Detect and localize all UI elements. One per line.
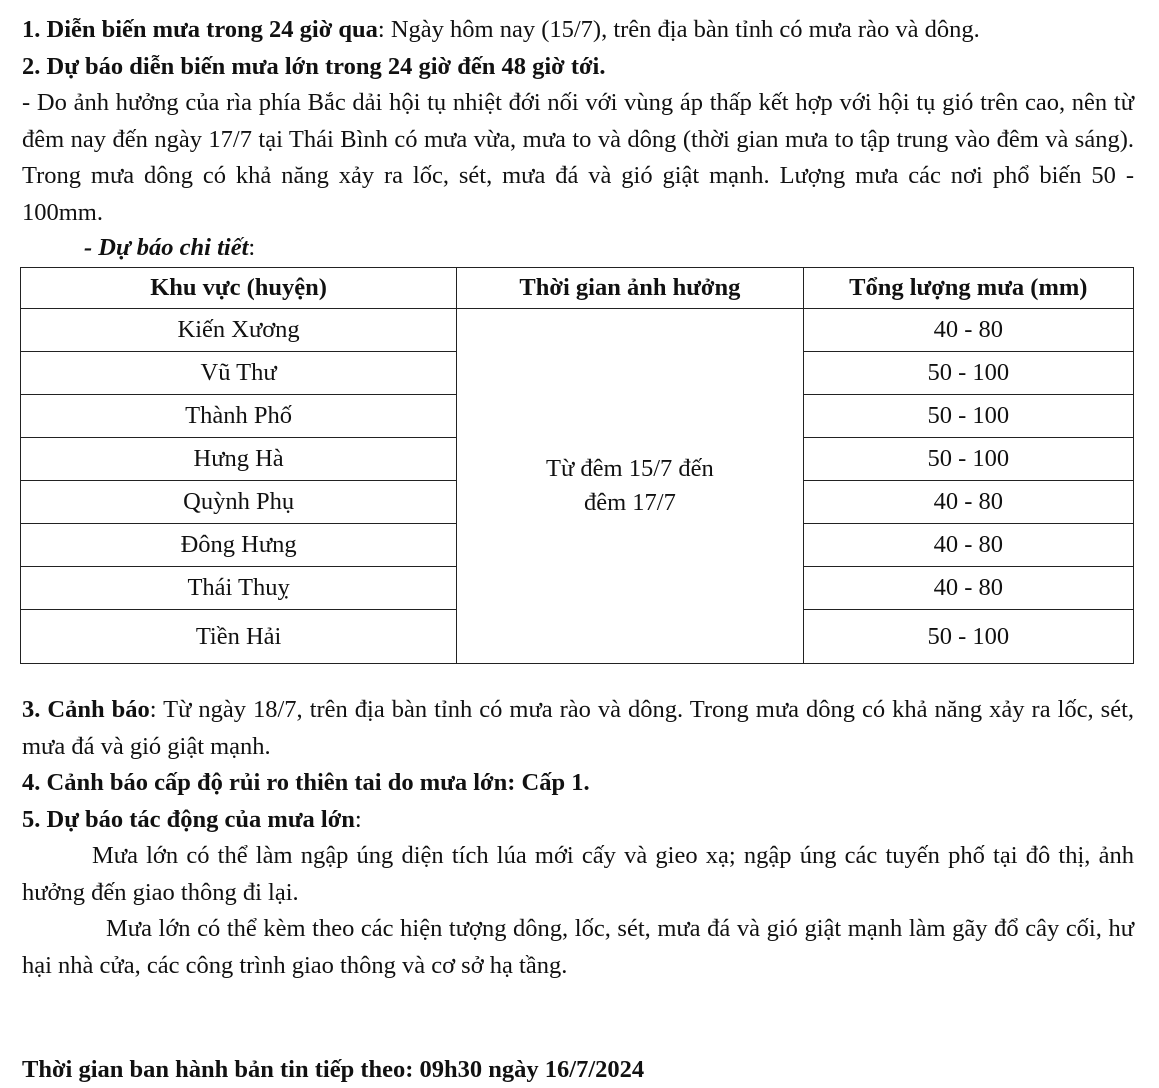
district-cell: Vũ Thư [21,352,457,395]
rain-cell: 40 - 80 [803,524,1133,567]
rain-cell: 40 - 80 [803,309,1133,352]
section-2-heading: 2. Dự báo diễn biến mưa lớn trong 24 giờ đến 48 giờ tới. [22,52,606,80]
section-1-heading: 1. Diễn biến mưa trong 24 giờ qua [22,16,378,43]
section-1-text: : Ngày hôm nay (15/7), trên địa bàn tỉnh có mưa rào và dông. [377,16,980,43]
district-cell: Quỳnh Phụ [21,481,457,524]
section-5-para-1: Mưa lớn có thể làm ngập úng diện tích lúa mới cấy và gieo xạ; ngập úng các tuyến phố tại đô thị, ảnh hưởng đến giao thông đi lại. [22,842,1134,906]
header-time: Thời gian ảnh hưởng [457,268,803,309]
section-3 [22,692,1134,765]
district-cell: Kiến Xương [21,309,457,352]
time-line-2: đêm 17/7 [583,489,676,516]
rain-cell: 40 - 80 [803,567,1133,610]
district-cell: Tiền Hải [21,610,457,664]
rain-cell: 50 - 100 [803,610,1133,664]
section-1 [22,12,1134,49]
section-3-heading: 3. Cảnh báo [22,696,150,723]
time-line-1: Từ đêm 15/7 đến [546,455,714,482]
time-cell [457,309,803,664]
section-5-para-2: Mưa lớn có thể kèm theo các hiện tượng dông, lốc, sét, mưa đá và gió giật mạnh làm gãy đổ cây cối, hư hại nhà cửa, các công trình giao thông và cơ sở hạ tầng. [22,915,1134,979]
table-header-row [21,268,1134,309]
section-4: 4. Cảnh báo cấp độ rủi ro thiên tai do mưa lớn: Cấp 1. [22,769,590,796]
detail-forecast-label: - Dự báo chi tiết: [84,234,256,261]
table-row [21,309,1134,352]
district-cell: Đông Hưng [21,524,457,567]
forecast-table [20,267,1134,664]
rain-cell: 50 - 100 [803,352,1133,395]
next-bulletin-time: Thời gian ban hành bản tin tiếp theo: 09h30 ngày 16/7/2024 [22,1056,645,1083]
header-district: Khu vực (huyện) [21,268,457,309]
district-cell: Hưng Hà [21,438,457,481]
section-5-heading: 5. Dự báo tác động của mưa lớn: [22,805,362,833]
section-2-text: - Do ảnh hưởng của rìa phía Bắc dải hội tụ nhiệt đới nối với vùng áp thấp kết hợp với hội tụ gió trên cao, nên từ đêm nay đến ngày 17/7 tại Thái Bình có mưa vừa, mưa to và dông (thời gian mưa to tập trung vào đêm và sáng). Trong mưa dông có khả năng xảy ra lốc, sét, mưa đá và gió giật mạnh. Lượng mưa các nơi phổ biến 50 - 100mm. [22,89,1134,226]
document-page [22,12,1134,984]
district-cell: Thái Thuỵ [21,567,457,610]
header-rainfall: Tổng lượng mưa (mm) [803,268,1133,309]
section-3-text: : Từ ngày 18/7, trên địa bàn tỉnh có mưa rào và dông. Trong mưa dông có khả năng xảy ra lốc, sét, mưa đá và gió giật mạnh. [22,696,1135,760]
district-cell: Thành Phố [21,395,457,438]
rain-cell: 50 - 100 [803,395,1133,438]
rain-cell: 50 - 100 [803,438,1133,481]
rain-cell: 40 - 80 [803,481,1133,524]
